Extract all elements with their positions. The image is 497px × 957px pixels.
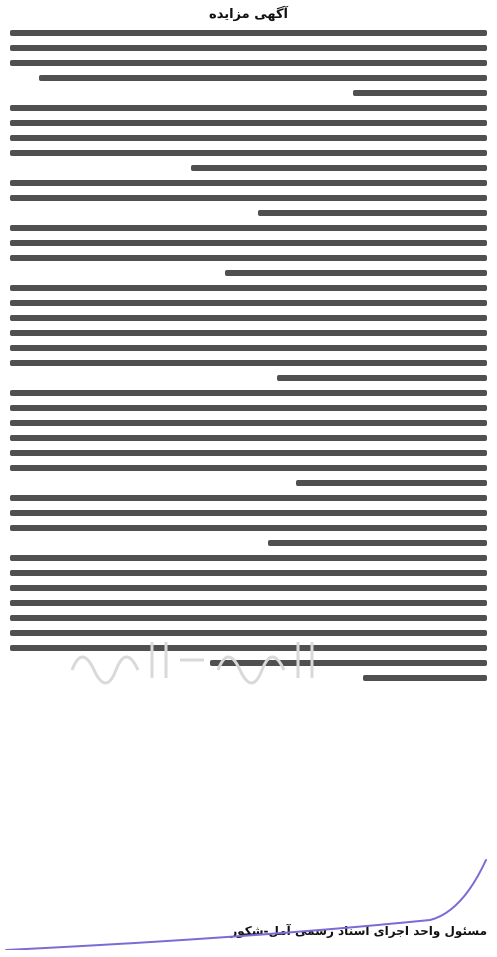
notice-paragraph-intro <box>10 30 487 96</box>
text-line <box>10 450 487 456</box>
text-line <box>10 120 487 126</box>
text-line <box>10 135 487 141</box>
text-line <box>296 480 487 486</box>
notice-paragraph-inspection <box>10 390 487 486</box>
text-line <box>10 45 487 51</box>
text-line <box>10 555 487 561</box>
text-line <box>10 645 487 651</box>
text-line <box>10 240 487 246</box>
text-line <box>268 540 487 546</box>
text-line <box>10 225 487 231</box>
text-line <box>10 570 487 576</box>
text-line <box>363 675 487 681</box>
text-line <box>10 345 487 351</box>
text-line <box>191 165 487 171</box>
text-line <box>10 105 487 111</box>
text-line <box>10 495 487 501</box>
text-line <box>10 405 487 411</box>
text-line <box>277 375 487 381</box>
text-line <box>10 585 487 591</box>
notice-title: آگهی مزایده <box>209 7 288 22</box>
text-line <box>10 150 487 156</box>
text-line <box>210 660 487 666</box>
notice-paragraph-owner <box>10 180 487 216</box>
text-line <box>10 30 487 36</box>
text-line <box>10 630 487 636</box>
notice-paragraph-property <box>10 105 487 171</box>
text-line <box>10 300 487 306</box>
text-line <box>10 510 487 516</box>
text-line <box>10 465 487 471</box>
text-line <box>10 255 487 261</box>
text-line <box>10 390 487 396</box>
text-line <box>10 60 487 66</box>
text-line <box>258 210 487 216</box>
text-line <box>10 420 487 426</box>
text-line <box>353 90 487 96</box>
text-line <box>10 525 487 531</box>
text-line <box>10 195 487 201</box>
text-line <box>10 285 487 291</box>
text-line <box>10 600 487 606</box>
text-line <box>10 315 487 321</box>
notice-paragraph-valuation <box>10 495 487 546</box>
text-line <box>39 75 487 81</box>
text-line <box>10 180 487 186</box>
text-line <box>10 360 487 366</box>
notice-signature: مسئول واحد اجرای اسناد رسمی آمل-شکور <box>230 924 487 938</box>
text-line <box>225 270 487 276</box>
text-line <box>10 615 487 621</box>
text-line <box>10 435 487 441</box>
notice-paragraph-deed <box>10 225 487 276</box>
notice-paragraph-boundaries <box>10 285 487 381</box>
notice-paragraph-auction-terms <box>10 555 487 681</box>
text-line <box>10 330 487 336</box>
